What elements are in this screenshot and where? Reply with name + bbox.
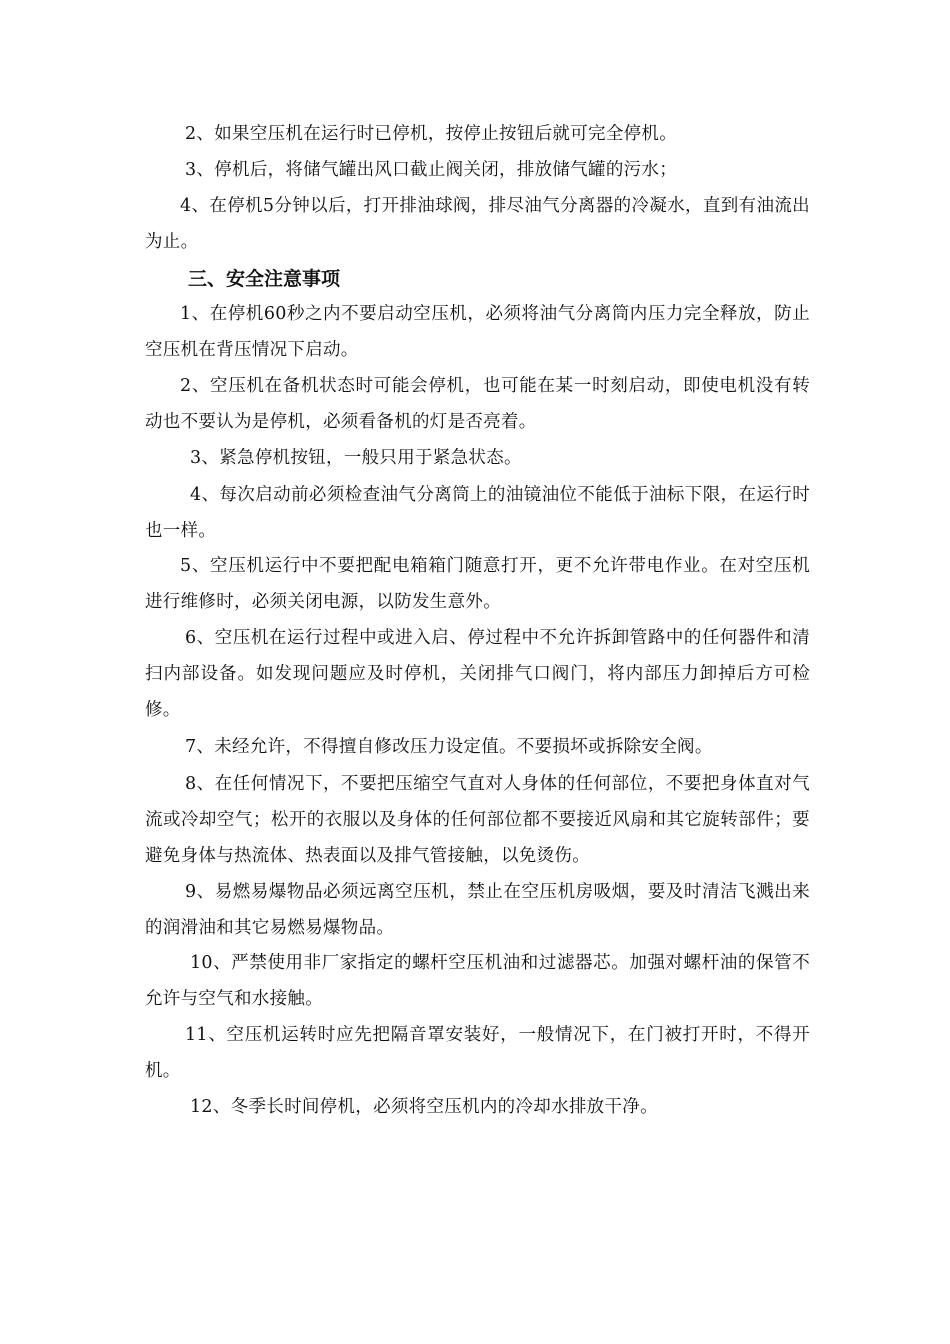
step-3: 3、停机后，将储气罐出风口截止阀关闭，排放储气罐的污水； [185,160,678,180]
step-2: 2、如果空压机在运行时已停机，按停止按钮后就可完全停机。 [185,124,678,144]
safety-item-12: 12、冬季长时间停机，必须将空压机内的冷却水排放干净。 [190,1097,658,1117]
section-title: 三、安全注意事项 [188,268,341,290]
safety-item-5: 5、空压机运行中不要把配电箱箱门随意打开，更不允许带电作业。在对空压机进行维修时，必须关闭电源，以防发生意外。 [145,556,810,612]
step-4: 4、在停机5分钟以后，打开排油球阀，排尽油气分离器的冷凝水，直到有油流出为止。 [145,196,810,252]
safety-item-1: 1、在停机60秒之内不要启动空压机，必须将油气分离筒内压力完全释放，防止空压机在背压情况下启动。 [145,304,810,360]
safety-item-10: 10、严禁使用非厂家指定的螺杆空压机油和过滤器芯。加强对螺杆油的保管不允许与空气和水接触。 [145,953,810,1009]
safety-item-4: 4、每次启动前必须检查油气分离筒上的油镜油位不能低于油标下限，在运行时也一样。 [145,485,810,541]
safety-item-2: 2、空压机在备机状态时可能会停机，也可能在某一时刻启动，即使电机没有转动也不要认为是停机，必须看备机的灯是否亮着。 [145,376,810,432]
safety-item-6: 6、空压机在运行过程中或进入启、停过程中不允许拆卸管路中的任何器件和清扫内部设备。如发现问题应及时停机，关闭排气口阀门，将内部压力卸掉后方可检修。 [145,628,810,720]
safety-item-3: 3、紧急停机按钮，一般只用于紧急状态。 [190,448,522,468]
safety-item-8: 8、在任何情况下，不要把压缩空气直对人身体的任何部位，不要把身体直对气流或冷却空气；松开的衣服以及身体的任何部位都不要接近风扇和其它旋转部件；要避免身体与热流体、热表面以及排气管接触，以免烫伤。 [145,774,810,866]
safety-item-9: 9、易燃易爆物品必须远离空压机，禁止在空压机房吸烟，要及时清洁飞溅出来的润滑油和其它易燃易爆物品。 [145,882,810,938]
safety-item-7: 7、未经允许，不得擅自修改压力设定值。不要损坏或拆除安全阀。 [185,737,713,757]
safety-item-11: 11、空压机运转时应先把隔音罩安装好，一般情况下，在门被打开时，不得开机。 [145,1025,810,1081]
